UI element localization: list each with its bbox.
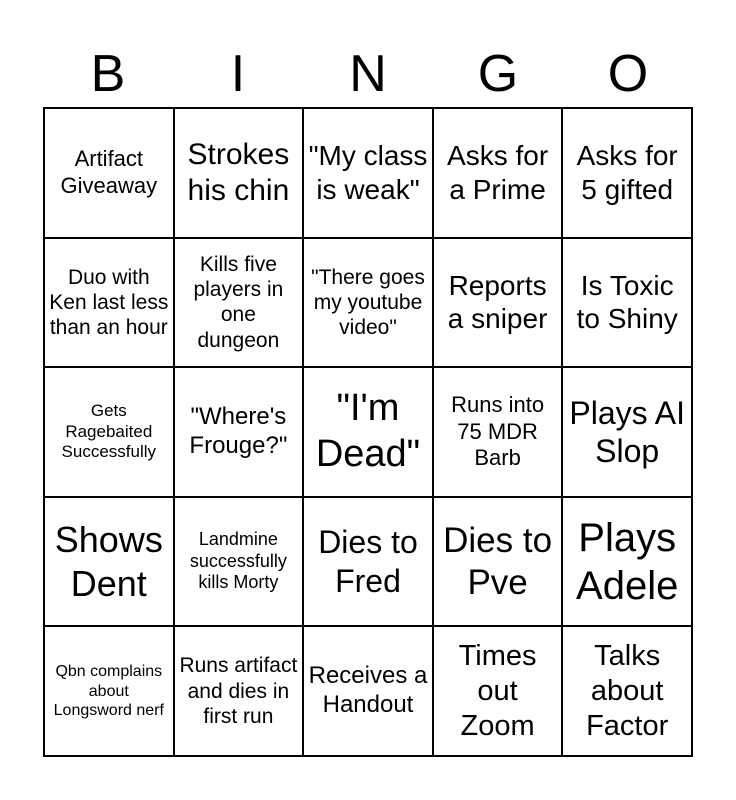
cell-text: Runs into 75 MDR Barb [451,392,545,471]
bingo-cell-r2c2[interactable] [174,238,304,368]
bingo-cell-r5c1[interactable] [44,626,174,756]
cell-text: Strokes his chin [187,137,290,207]
cell-text: Asks for a Prime [447,140,549,205]
bingo-cell-r5c2[interactable] [174,626,304,756]
cell-text: Gets Ragebaited Successfully [61,401,157,462]
header-letter-g: G [477,45,519,103]
bingo-cell-r1c3[interactable] [303,108,433,238]
bingo-grid [43,107,693,757]
cell-text: Shows Dent [54,519,163,604]
bingo-cell-r4c2[interactable] [174,497,304,627]
bingo-cell-r3c5[interactable] [562,367,692,497]
cell-text: Dies to Pve [443,520,553,602]
bingo-cell-r4c3[interactable] [303,497,433,627]
bingo-cell-r2c3[interactable] [303,238,433,368]
cell-text: Plays Adele [576,515,679,608]
header-letter-i: I [230,45,246,103]
cell-text: "My class is weak" [308,140,428,205]
bingo-cell-r3c4[interactable] [433,367,563,497]
cell-text: Times out Zoom [458,640,537,742]
bingo-cell-r3c3[interactable] [303,367,433,497]
cell-text: Duo with Ken last less than an hour [49,265,169,339]
cell-text: Asks for 5 gifted [576,140,678,205]
bingo-cell-r3c1[interactable] [44,367,174,497]
cell-text: Dies to Fred [318,524,418,599]
bingo-cell-r1c2[interactable] [174,108,304,238]
bingo-cell-r5c4[interactable] [433,626,563,756]
cell-text: "There goes my youtube video" [311,265,425,339]
header-letter-n: N [349,45,387,103]
cell-text: Artifact Giveaway [60,146,158,198]
bingo-cell-r2c5[interactable] [562,238,692,368]
cell-text: Is Toxic to Shiny [576,269,678,335]
cell-text: Kills five players in one dungeon [193,253,284,352]
bingo-cell-r1c4[interactable] [433,108,563,238]
header-letter-o: O [607,45,649,103]
bingo-cell-r5c5[interactable] [562,626,692,756]
cell-text: "I'm Dead" [315,387,421,475]
bingo-cell-r3c2[interactable] [174,367,304,497]
cell-text: Qbn complains about Longsword nerf [53,663,164,719]
bingo-cell-r1c5[interactable] [562,108,692,238]
bingo-cell-r2c1[interactable] [44,238,174,368]
bingo-cell-r5c3[interactable] [303,626,433,756]
cell-text: Talks about Factor [586,640,669,742]
cell-text: Receives a Handout [308,662,428,719]
header-letter-b: B [90,45,126,103]
cell-text: Reports a sniper [447,269,548,335]
bingo-cell-r4c4[interactable] [433,497,563,627]
cell-text: Plays AI Slop [569,394,685,469]
bingo-cell-r1c1[interactable] [44,108,174,238]
cell-text: "Where's Frouge?" [189,403,288,459]
bingo-cell-r4c5[interactable] [562,497,692,627]
cell-text: Runs artifact and dies in first run [179,654,298,728]
cell-text: Landmine successfully kills Morty [189,529,287,593]
bingo-cell-r2c4[interactable] [433,238,563,368]
bingo-cell-r4c1[interactable] [44,497,174,627]
bingo-header [43,40,693,108]
